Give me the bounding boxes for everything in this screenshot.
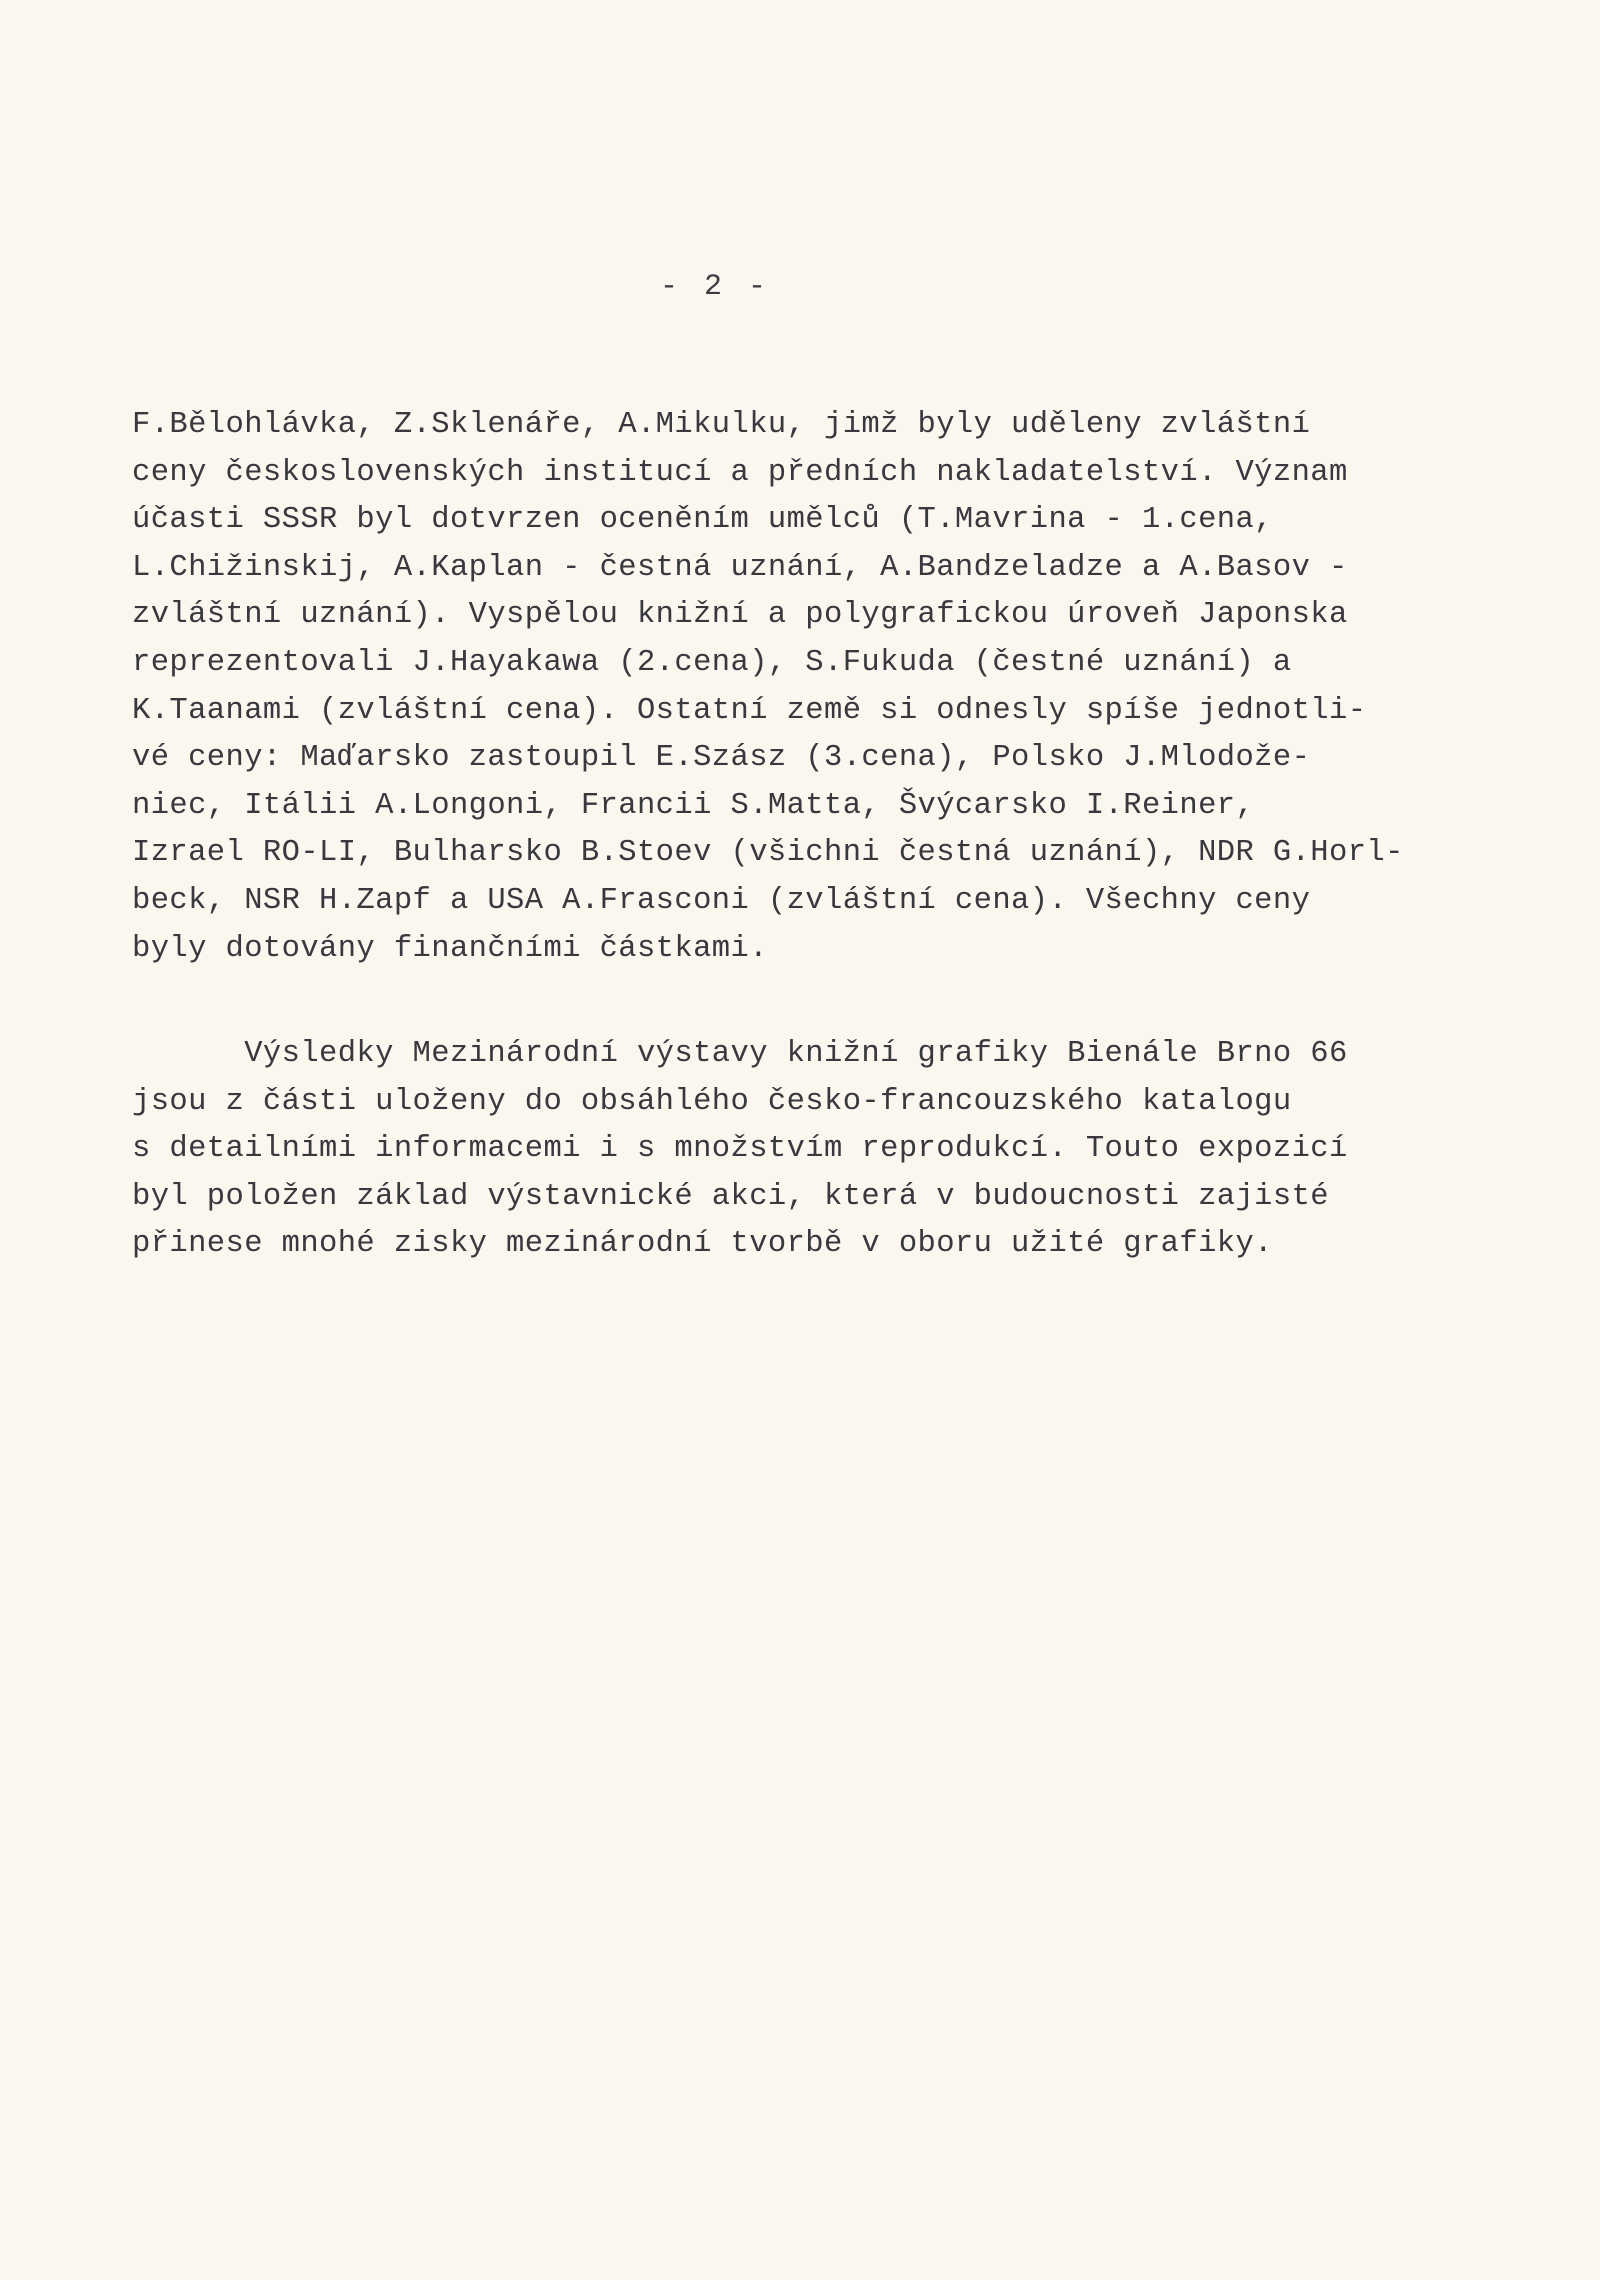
page-number: - 2 - [660,270,771,304]
text-line: Izrael RO-LI, Bulharsko B.Stoev (všichni čestná uznání), NDR G.Horl- [132,836,1404,871]
text-line: beck, NSR H.Zapf a USA A.Frasconi (zvláštní cena). Všechny ceny [132,883,1311,918]
text-line: niec, Itálii A.Longoni, Francii S.Matta, Švýcarsko I.Reiner, [132,788,1255,823]
text-line: s detailními informacemi i s množstvím reprodukcí. Touto expozicí [132,1132,1348,1167]
text-line: K.Taanami (zvláštní cena). Ostatní země si odnesly spíše jednotli- [132,693,1367,728]
text-line: F.Bělohlávka, Z.Sklenáře, A.Mikulku, jimž byly uděleny zvláštní [132,408,1311,442]
text-line: byl položen základ výstavnické akci, která v budoucnosti zajisté [132,1179,1329,1214]
paragraph-results [132,1031,1542,1269]
text-line: ceny československých institucí a předních nakladatelství. Význam [132,455,1348,490]
text-line: jsou z části uloženy do obsáhlého česko-francouzského katalogu [132,1084,1292,1119]
text-line: Výsledky Mezinárodní výstavy knižní grafiky Bienále Brno 66 [132,1037,1348,1071]
text-line: zvláštní uznání). Vyspělou knižní a polygrafickou úroveň Japonska [132,598,1348,633]
paragraph-prizes [132,402,1542,973]
text-line: vé ceny: Maďarsko zastoupil E.Szász (3.cena), Polsko J.Mlodože- [132,741,1311,776]
text-line: L.Chižinskij, A.Kaplan - čestná uznání, A.Bandzeladze a A.Basov - [132,550,1348,585]
text-line: reprezentovali J.Hayakawa (2.cena), S.Fukuda (čestné uznání) a [132,645,1292,680]
text-line: účasti SSSR byl dotvrzen oceněním umělců (T.Mavrina - 1.cena, [132,503,1273,538]
text-line: přinese mnohé zisky mezinárodní tvorbě v oboru užité grafiky. [132,1227,1273,1262]
text-line: byly dotovány finančními částkami. [132,931,768,966]
